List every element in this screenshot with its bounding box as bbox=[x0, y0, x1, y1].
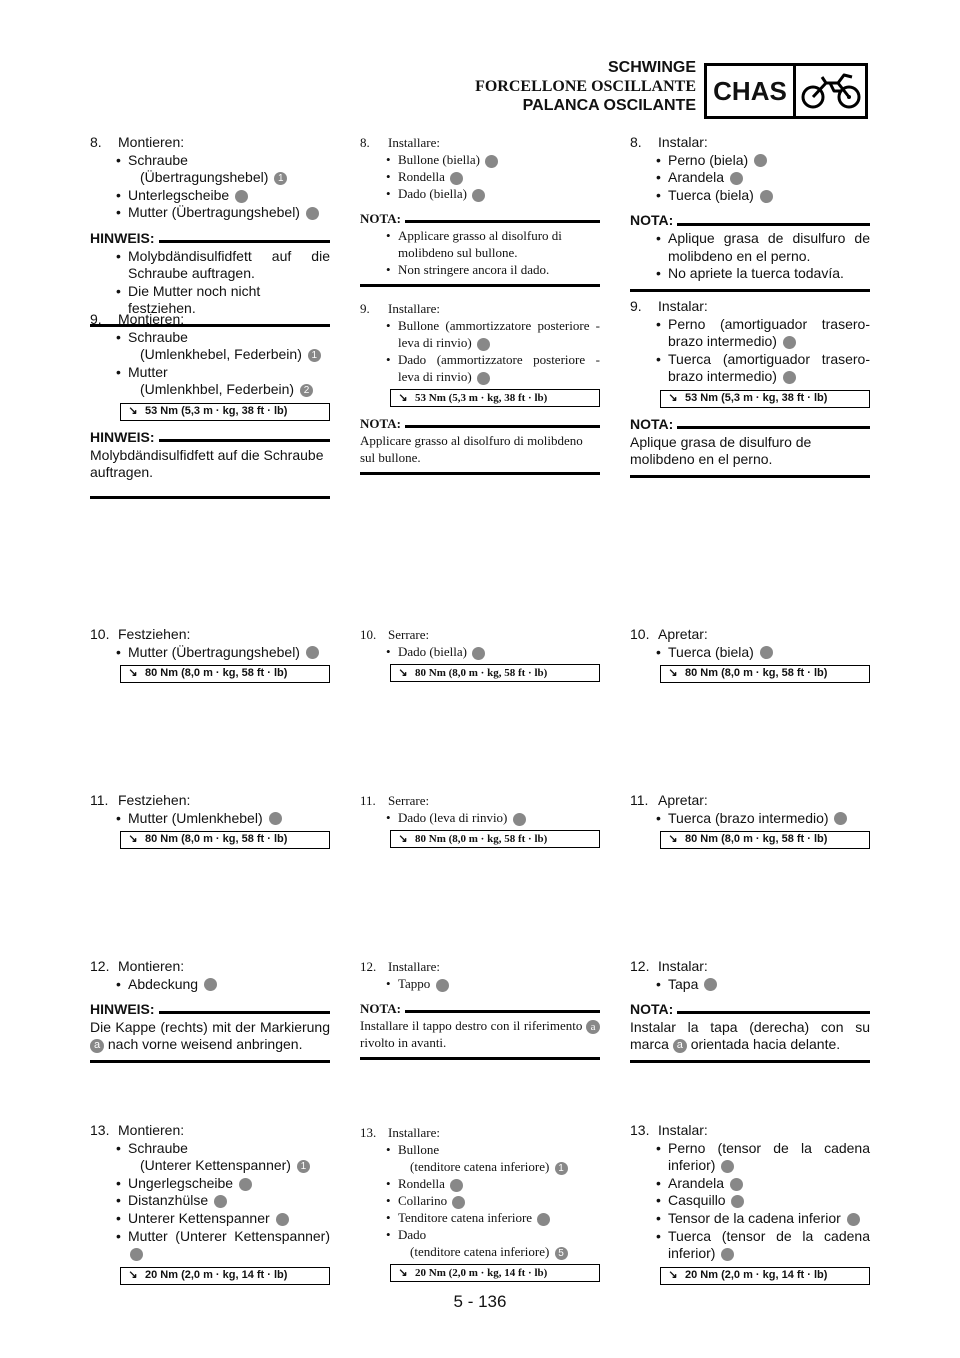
divider bbox=[405, 1010, 600, 1013]
text bbox=[630, 1122, 870, 1140]
text: Instalar la tapa (derecha) con su marca bbox=[630, 1018, 870, 1053]
list-item bbox=[360, 317, 600, 351]
wrench-icon: ↘ bbox=[668, 667, 678, 680]
list-item bbox=[360, 1209, 600, 1226]
text bbox=[630, 958, 870, 976]
section-label: CHAS bbox=[707, 66, 796, 116]
text bbox=[90, 381, 330, 399]
text: 9. bbox=[90, 311, 102, 327]
callout-marker: 1 bbox=[555, 1162, 568, 1175]
list-item: • Dado bbox=[360, 1226, 600, 1243]
text: Dado (biella) bbox=[398, 186, 467, 201]
list-item bbox=[630, 1140, 870, 1175]
text: (Umlenkhbel, Federbein) bbox=[140, 381, 295, 398]
text bbox=[90, 346, 330, 364]
divider bbox=[405, 425, 600, 428]
callout-marker: 1 bbox=[834, 812, 847, 825]
list-item bbox=[90, 976, 330, 994]
text: Aplique grasa de disulfuro de molibdeno en el perno. bbox=[630, 433, 812, 468]
text: NOTA: bbox=[630, 212, 674, 229]
text bbox=[390, 830, 600, 848]
divider bbox=[677, 426, 870, 429]
list-item bbox=[630, 1192, 870, 1210]
divider bbox=[405, 220, 600, 223]
callout-marker: 1 bbox=[308, 349, 321, 362]
it-step-9 bbox=[360, 300, 600, 475]
text: Dado (ammortizzatore posteriore - leva di rinvio) bbox=[398, 352, 600, 384]
text: NOTA: bbox=[630, 415, 674, 432]
text: Rondella bbox=[398, 169, 445, 184]
es-step-10 bbox=[630, 626, 870, 683]
text: 11. bbox=[360, 793, 376, 808]
divider bbox=[159, 1011, 330, 1014]
de-step-8 bbox=[90, 134, 330, 327]
text: 12. bbox=[360, 959, 377, 974]
text: Montieren: bbox=[118, 1122, 185, 1138]
text: Montieren: bbox=[118, 958, 185, 974]
callout-marker: 1 bbox=[783, 336, 796, 349]
list-item bbox=[630, 169, 870, 187]
it-step-12 bbox=[360, 958, 600, 1060]
text: 80 Nm (8,0 m · kg, 58 ft · lb) bbox=[685, 833, 828, 846]
text bbox=[90, 311, 330, 329]
divider bbox=[360, 1057, 600, 1060]
text: 53 Nm (5,3 m · kg, 38 ft · lb) bbox=[415, 391, 548, 404]
text bbox=[360, 626, 600, 643]
text bbox=[660, 665, 870, 683]
text: Mutter (Umlenkhebel) bbox=[128, 809, 263, 826]
list-item: • Schraube bbox=[90, 1140, 330, 1158]
list-item bbox=[630, 644, 870, 662]
divider bbox=[677, 223, 870, 226]
es-step-12 bbox=[630, 958, 870, 1063]
text: 80 Nm (8,0 m · kg, 58 ft · lb) bbox=[415, 666, 548, 679]
text: Arandela bbox=[668, 1174, 725, 1191]
text: 20 Nm (2,0 m · kg, 14 ft · lb) bbox=[415, 1266, 548, 1279]
callout-marker: 3 bbox=[214, 1195, 227, 1208]
callout-marker: 3 bbox=[731, 1195, 744, 1208]
header-title-it: FORCELLONE OSCILLANTE bbox=[475, 78, 696, 95]
text: Apretar: bbox=[658, 792, 708, 808]
callout-marker: 1 bbox=[760, 646, 773, 659]
wrench-icon: ↘ bbox=[398, 391, 408, 404]
list-item bbox=[90, 204, 330, 222]
text bbox=[90, 1122, 330, 1140]
text bbox=[90, 169, 330, 187]
callout-marker: 1 bbox=[513, 813, 526, 826]
text: Installare il tappo destro con il riferimento bbox=[360, 1018, 583, 1033]
divider bbox=[360, 284, 600, 287]
text: HINWEIS: bbox=[90, 1001, 155, 1018]
text: 13. bbox=[360, 1125, 377, 1140]
section-badge bbox=[704, 63, 868, 119]
list-item bbox=[630, 1175, 870, 1193]
list-item bbox=[360, 185, 600, 202]
text: Tuerca (tensor de la cadena inferior) bbox=[668, 1227, 870, 1262]
header-title-es: PALANCA OSCILANTE bbox=[522, 97, 696, 114]
list-item bbox=[630, 187, 870, 205]
list-item bbox=[630, 976, 870, 994]
de-step-9 bbox=[90, 311, 330, 499]
text: nach vorne weisend anbringen. bbox=[107, 1036, 303, 1053]
text bbox=[360, 1124, 600, 1141]
text bbox=[660, 390, 870, 408]
text: 13. bbox=[90, 1122, 110, 1138]
text bbox=[630, 626, 870, 644]
text: Mutter (Unterer Kettenspanner) bbox=[128, 1227, 330, 1244]
text bbox=[120, 831, 330, 849]
text bbox=[90, 958, 330, 976]
list-item bbox=[630, 152, 870, 170]
text bbox=[360, 1017, 600, 1051]
list-item: • Aplique grasa de disulfuro de molibdeno en el perno. bbox=[630, 230, 870, 265]
text: Bullone (ammortizzatore posteriore - leva di rinvio) bbox=[398, 318, 600, 350]
callout-marker: 2 bbox=[450, 172, 463, 185]
text: Instalar: bbox=[658, 1122, 708, 1138]
text: (tenditore catena inferiore) bbox=[410, 1244, 550, 1259]
callout-marker: 1 bbox=[436, 979, 449, 992]
text: 53 Nm (5,3 m · kg, 38 ft · lb) bbox=[145, 405, 288, 418]
divider bbox=[159, 240, 330, 243]
it-step-8 bbox=[360, 134, 600, 287]
list-item bbox=[90, 1210, 330, 1228]
text: Ungerlegscheibe bbox=[128, 1174, 234, 1191]
text: Tensor de la cadena inferior bbox=[668, 1209, 841, 1226]
text: Apretar: bbox=[658, 626, 708, 642]
divider bbox=[630, 475, 870, 478]
list-item bbox=[90, 810, 330, 828]
callout-marker: 1 bbox=[754, 154, 767, 167]
callout-marker: 1 bbox=[704, 978, 717, 991]
text: 80 Nm (8,0 m · kg, 58 ft · lb) bbox=[145, 667, 288, 680]
text: Mutter (Übertragungshebel) bbox=[128, 204, 300, 221]
list-item bbox=[360, 643, 600, 660]
text bbox=[360, 134, 600, 151]
text: 53 Nm (5,3 m · kg, 38 ft · lb) bbox=[685, 392, 828, 405]
list-item: • Non stringere ancora il dado. bbox=[360, 261, 600, 278]
text: Serrare: bbox=[388, 627, 430, 642]
callout-marker: a bbox=[673, 1039, 687, 1053]
text: Perno (biela) bbox=[668, 151, 749, 168]
text bbox=[360, 300, 600, 317]
text: Tappo bbox=[398, 976, 431, 991]
text: NOTA: bbox=[360, 416, 401, 431]
text bbox=[90, 1019, 330, 1054]
es-step-13 bbox=[630, 1122, 870, 1285]
es-step-11 bbox=[630, 792, 870, 849]
text bbox=[630, 298, 870, 316]
text: Casquillo bbox=[668, 1192, 726, 1209]
text: 20 Nm (2,0 m · kg, 14 ft · lb) bbox=[145, 1268, 288, 1281]
text: (tenditore catena inferiore) bbox=[410, 1159, 550, 1174]
text: Tuerca (biela) bbox=[668, 643, 754, 660]
text: Unterlegscheibe bbox=[128, 186, 230, 203]
divider bbox=[630, 289, 870, 292]
callout-marker: 1 bbox=[297, 1160, 310, 1173]
text bbox=[390, 389, 600, 407]
text: Montieren: bbox=[118, 134, 185, 150]
wrench-icon: ↘ bbox=[398, 666, 408, 679]
text: Abdeckung bbox=[128, 975, 199, 992]
text: (Übertragungshebel) bbox=[140, 169, 269, 186]
note-heading bbox=[90, 1001, 330, 1019]
text: Tenditore catena inferiore bbox=[398, 1210, 533, 1225]
page-header bbox=[475, 58, 696, 115]
list-item bbox=[630, 1228, 870, 1263]
text: Dado (leva di rinvio) bbox=[398, 810, 508, 825]
text: Instalar: bbox=[658, 134, 708, 150]
list-item: • Die Mutter noch nicht festziehen. bbox=[90, 283, 330, 318]
callout-marker: 2 bbox=[730, 172, 743, 185]
text: 10. bbox=[90, 626, 110, 642]
list-item: • Schraube bbox=[90, 329, 330, 347]
text: Die Kappe (rechts) mit der Markierung bbox=[90, 1018, 330, 1035]
text: 80 Nm (8,0 m · kg, 58 ft · lb) bbox=[415, 832, 548, 845]
callout-marker: a bbox=[90, 1039, 104, 1053]
text: (Umlenkhebel, Federbein) bbox=[140, 346, 302, 363]
text: Tuerca (amortiguador trasero-brazo intermedio) bbox=[668, 350, 870, 385]
text: Festziehen: bbox=[118, 626, 191, 642]
header-title-de: SCHWINGE bbox=[608, 59, 696, 76]
wrench-icon: ↘ bbox=[128, 1268, 138, 1281]
it-step-11 bbox=[360, 792, 600, 848]
text bbox=[90, 792, 330, 810]
wrench-icon: ↘ bbox=[398, 832, 408, 845]
text bbox=[360, 1158, 600, 1175]
list-item bbox=[630, 351, 870, 386]
list-item bbox=[360, 151, 600, 168]
text: Festziehen: bbox=[118, 792, 191, 808]
divider bbox=[90, 496, 330, 499]
text bbox=[120, 1267, 330, 1285]
motorcycle-icon bbox=[796, 66, 865, 116]
text: Installare: bbox=[388, 301, 440, 316]
callout-marker: 3 bbox=[452, 1196, 465, 1209]
text: 9. bbox=[360, 301, 370, 316]
callout-marker: 5 bbox=[721, 1248, 734, 1261]
text: Rondella bbox=[398, 1176, 445, 1191]
text: Perno (amortiguador trasero-brazo intermedio) bbox=[668, 315, 870, 350]
callout-marker: 2 bbox=[783, 371, 796, 384]
it-step-10 bbox=[360, 626, 600, 682]
divider bbox=[630, 1060, 870, 1063]
text: 8. bbox=[630, 134, 642, 150]
text: NOTA: bbox=[360, 211, 401, 226]
callout-marker: 4 bbox=[276, 1213, 289, 1226]
callout-marker: 1 bbox=[274, 172, 287, 185]
callout-marker: 1 bbox=[472, 647, 485, 660]
text bbox=[120, 665, 330, 683]
text: Collarino bbox=[398, 1193, 448, 1208]
text: Bullone (biella) bbox=[398, 152, 480, 167]
wrench-icon: ↘ bbox=[668, 1268, 678, 1281]
list-item: • Schraube bbox=[90, 152, 330, 170]
note-heading bbox=[360, 210, 600, 227]
text: 8. bbox=[90, 134, 102, 150]
list-item bbox=[360, 351, 600, 385]
callout-marker: 1 bbox=[477, 338, 490, 351]
text bbox=[630, 1019, 870, 1054]
note-heading bbox=[360, 415, 600, 432]
text: Molybdändisulfidfett auf die Schraube auftragen. bbox=[90, 446, 324, 481]
de-step-12 bbox=[90, 958, 330, 1063]
text: Applicare grasso al disolfuro di molibdeno sul bullone. bbox=[360, 433, 583, 465]
text: (Unterer Kettenspanner) bbox=[140, 1157, 291, 1174]
page-number: 5 - 136 bbox=[453, 1292, 507, 1311]
text: Installare: bbox=[388, 135, 440, 150]
callout-marker: 1 bbox=[306, 646, 319, 659]
text: HINWEIS: bbox=[90, 428, 155, 445]
text: 13. bbox=[630, 1122, 650, 1138]
list-item bbox=[90, 1192, 330, 1210]
list-item bbox=[630, 1210, 870, 1228]
text: 80 Nm (8,0 m · kg, 58 ft · lb) bbox=[685, 667, 828, 680]
text: HINWEIS: bbox=[90, 229, 155, 246]
list-item bbox=[360, 1192, 600, 1209]
callout-marker: 2 bbox=[477, 372, 490, 385]
text: 20 Nm (2,0 m · kg, 14 ft · lb) bbox=[685, 1268, 828, 1281]
text: 80 Nm (8,0 m · kg, 58 ft · lb) bbox=[145, 833, 288, 846]
text: orientada hacia delante. bbox=[690, 1036, 841, 1053]
es-step-9 bbox=[630, 298, 870, 478]
note-heading bbox=[630, 416, 870, 434]
text bbox=[90, 1157, 330, 1175]
wrench-icon: ↘ bbox=[668, 833, 678, 846]
text bbox=[660, 831, 870, 849]
callout-marker: a bbox=[586, 1020, 600, 1034]
text bbox=[90, 626, 330, 644]
callout-marker: 5 bbox=[555, 1247, 568, 1260]
callout-marker: 2 bbox=[730, 1178, 743, 1191]
list-item bbox=[90, 1175, 330, 1193]
text bbox=[390, 664, 600, 682]
text: 11. bbox=[630, 792, 649, 808]
list-item bbox=[360, 975, 600, 992]
text: Distanzhülse bbox=[128, 1192, 209, 1209]
list-item bbox=[90, 1228, 330, 1263]
divider bbox=[159, 439, 330, 442]
callout-marker: 3 bbox=[760, 190, 773, 203]
text: Installare: bbox=[388, 959, 440, 974]
text: 12. bbox=[630, 958, 650, 974]
text bbox=[360, 1243, 600, 1260]
text: NOTA: bbox=[630, 1001, 674, 1018]
text bbox=[630, 792, 870, 810]
text: Tuerca (brazo intermedio) bbox=[668, 809, 829, 826]
de-step-13 bbox=[90, 1122, 330, 1285]
text: 9. bbox=[630, 298, 642, 314]
list-item: • Applicare grasso al disolfuro di molibdeno sul bullone. bbox=[360, 227, 600, 261]
torque-spec bbox=[120, 403, 330, 421]
note-heading bbox=[90, 230, 330, 248]
text: Serrare: bbox=[388, 793, 430, 808]
text bbox=[360, 792, 600, 809]
callout-marker: 4 bbox=[537, 1213, 550, 1226]
list-item: • Molybdändisulfidfett auf die Schraube auftragen. bbox=[90, 248, 330, 283]
text bbox=[630, 134, 870, 152]
text: Montieren: bbox=[118, 311, 185, 327]
text: Instalar: bbox=[658, 298, 708, 314]
callout-marker: 2 bbox=[300, 384, 313, 397]
list-item bbox=[360, 1175, 600, 1192]
text: Arandela bbox=[668, 169, 725, 186]
callout-marker: 1 bbox=[721, 1160, 734, 1173]
callout-marker: 2 bbox=[235, 190, 248, 203]
callout-marker: 4 bbox=[847, 1213, 860, 1226]
wrench-icon: ↘ bbox=[128, 833, 138, 846]
list-item: • Bullone bbox=[360, 1141, 600, 1158]
list-item: • Mutter bbox=[90, 364, 330, 382]
de-step-11 bbox=[90, 792, 330, 849]
text: 10. bbox=[360, 627, 377, 642]
text: NOTA: bbox=[360, 1001, 401, 1016]
list-item bbox=[360, 809, 600, 826]
text: 10. bbox=[630, 626, 650, 642]
text: 8. bbox=[360, 135, 370, 150]
text: Instalar: bbox=[658, 958, 708, 974]
list-item: • No apriete la tuerca todavía. bbox=[630, 265, 870, 283]
wrench-icon: ↘ bbox=[398, 1266, 408, 1279]
list-item bbox=[630, 810, 870, 828]
text: Installare: bbox=[388, 1125, 440, 1140]
callout-marker: 3 bbox=[472, 189, 485, 202]
list-item bbox=[90, 644, 330, 662]
text: Unterer Kettenspanner bbox=[128, 1209, 270, 1226]
text bbox=[390, 1264, 600, 1282]
text bbox=[660, 1267, 870, 1285]
callout-marker: 2 bbox=[450, 1179, 463, 1192]
list-item bbox=[360, 168, 600, 185]
text: Tapa bbox=[668, 975, 699, 992]
de-step-10 bbox=[90, 626, 330, 683]
list-item bbox=[630, 316, 870, 351]
note-heading bbox=[90, 429, 330, 447]
wrench-icon: ↘ bbox=[128, 405, 138, 418]
es-step-8 bbox=[630, 134, 870, 292]
text: 12. bbox=[90, 958, 110, 974]
text: 11. bbox=[90, 792, 109, 808]
text: Dado (biella) bbox=[398, 644, 467, 659]
text: Tuerca (biela) bbox=[668, 186, 754, 203]
callout-marker: 5 bbox=[130, 1248, 143, 1261]
note-heading bbox=[630, 212, 870, 230]
text bbox=[90, 134, 330, 152]
divider bbox=[360, 472, 600, 475]
callout-marker: 1 bbox=[204, 978, 217, 991]
wrench-icon: ↘ bbox=[668, 392, 678, 405]
text: Perno (tensor de la cadena inferior) bbox=[668, 1139, 870, 1174]
it-step-13 bbox=[360, 1124, 600, 1282]
note-heading bbox=[360, 1000, 600, 1017]
wrench-icon: ↘ bbox=[128, 667, 138, 680]
callout-marker: 3 bbox=[306, 207, 319, 220]
callout-marker: 1 bbox=[269, 812, 282, 825]
text: Mutter (Übertragungshebel) bbox=[128, 643, 300, 660]
callout-marker: 2 bbox=[239, 1178, 252, 1191]
divider bbox=[90, 1060, 330, 1063]
text bbox=[360, 958, 600, 975]
divider bbox=[677, 1011, 870, 1014]
callout-marker: 1 bbox=[485, 155, 498, 168]
text: rivolto in avanti. bbox=[360, 1035, 447, 1051]
note-heading bbox=[630, 1001, 870, 1019]
list-item bbox=[90, 187, 330, 205]
